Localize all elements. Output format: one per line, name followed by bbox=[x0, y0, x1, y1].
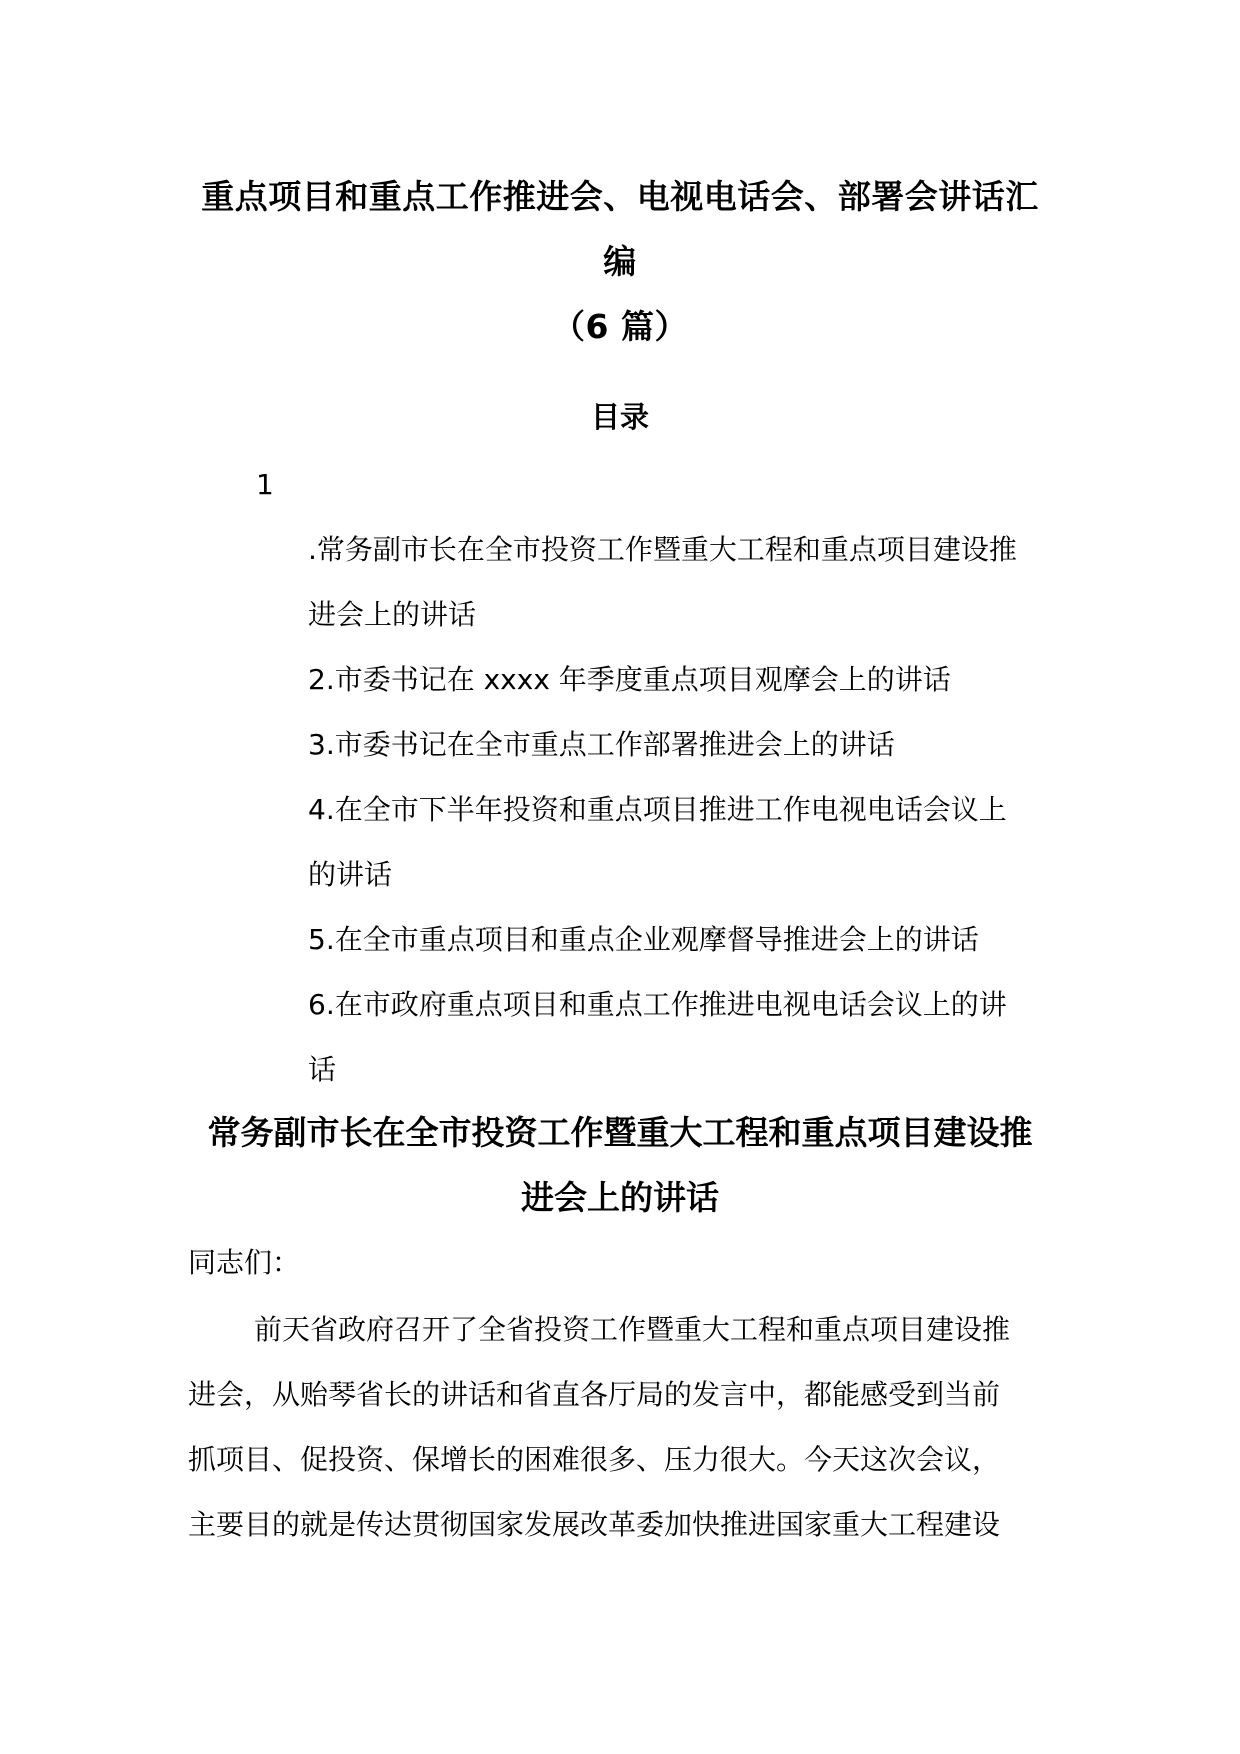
toc-item-3[interactable]: 3.市委书记在全市重点工作部署推进会上的讲话 bbox=[308, 728, 895, 761]
toc-item-2[interactable]: 2.市委书记在 xxxx 年季度重点项目观摩会上的讲话 bbox=[308, 663, 951, 696]
body-paragraph-line-3: 抓项目、促投资、保增长的困难很多、压力很大。今天这次会议， bbox=[188, 1443, 1001, 1476]
section-title-line-2: 进会上的讲话 bbox=[521, 1178, 719, 1217]
body-paragraph-line-1: 前天省政府召开了全省投资工作暨重大工程和重点项目建设推 bbox=[254, 1313, 1011, 1346]
toc-item-1-line-1[interactable]: .常务副市长在全市投资工作暨重大工程和重点项目建设推 bbox=[308, 533, 1017, 566]
section-title-line-1: 常务副市长在全市投资工作暨重大工程和重点项目建设推 bbox=[207, 1113, 1033, 1152]
toc-item-5[interactable]: 5.在全市重点项目和重点企业观摩督导推进会上的讲话 bbox=[308, 923, 979, 956]
toc-item-number: 1 bbox=[256, 468, 274, 501]
toc-item-4-line-2[interactable]: 的讲话 bbox=[308, 858, 393, 891]
body-paragraph-line-2: 进会，从贻琴省长的讲话和省直各厅局的发言中，都能感受到当前 bbox=[188, 1378, 1001, 1411]
document-title-count: （6 篇） bbox=[552, 307, 688, 346]
toc-item-6-line-1[interactable]: 6.在市政府重点项目和重点工作推进电视电话会议上的讲 bbox=[308, 988, 1007, 1021]
body-paragraph-line-4: 主要目的就是传达贯彻国家发展改革委加快推进国家重大工程建设 bbox=[188, 1508, 1001, 1541]
toc-item-6-line-2[interactable]: 话 bbox=[308, 1053, 337, 1086]
toc-item-4-line-1[interactable]: 4.在全市下半年投资和重点项目推进工作电视电话会议上 bbox=[308, 793, 1007, 826]
document-title-line-2: 编 bbox=[603, 242, 637, 281]
salutation: 同志们： bbox=[188, 1246, 301, 1279]
document-title-line-1: 重点项目和重点工作推进会、电视电话会、部署会讲话汇 bbox=[201, 177, 1039, 216]
toc-item-1-line-2[interactable]: 进会上的讲话 bbox=[308, 598, 477, 631]
toc-heading: 目录 bbox=[590, 400, 649, 434]
